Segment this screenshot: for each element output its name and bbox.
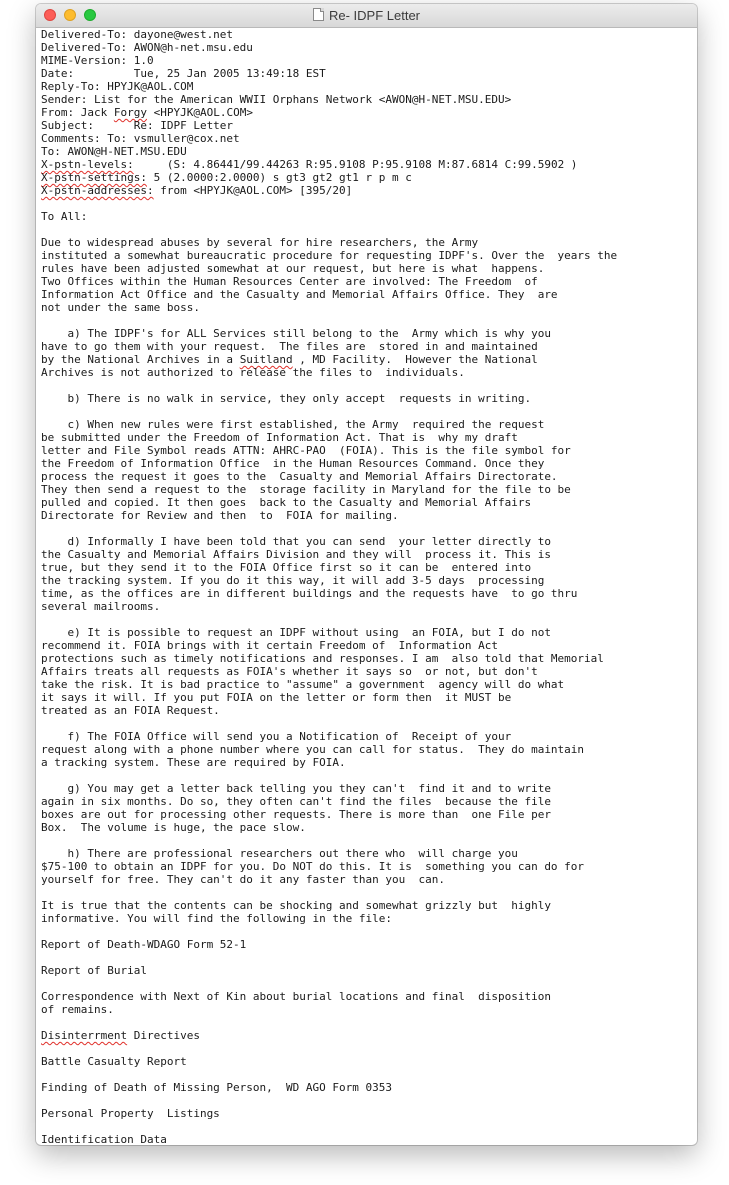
email-body-line bbox=[41, 665, 697, 678]
email-header-line bbox=[41, 67, 697, 80]
text-segment: letter and File Symbol reads ATTN: AHRC-PAO (FOIA). This is the file symbol for bbox=[41, 444, 571, 457]
misspelled-word: X-pstn-settings: bbox=[41, 171, 147, 184]
email-body-line bbox=[41, 1003, 697, 1016]
text-segment: be submitted under the Freedom of Information Act. That is why my draft bbox=[41, 431, 518, 444]
text-segment: Identification Data bbox=[41, 1133, 167, 1145]
text-segment: Finding of Death of Missing Person, WD AGO Form 0353 bbox=[41, 1081, 392, 1094]
email-body-line bbox=[41, 704, 697, 717]
email-body-line bbox=[41, 860, 697, 873]
text-segment: process the request it goes to the Casualty and Memorial Affairs Directorate. bbox=[41, 470, 558, 483]
text-segment: not under the same boss. bbox=[41, 301, 200, 314]
email-body-line bbox=[41, 951, 697, 964]
text-editor-window bbox=[36, 4, 697, 1145]
text-segment: Due to widespread abuses by several for hire researchers, the Army bbox=[41, 236, 479, 249]
text-segment: Box. The volume is huge, the pace slow. bbox=[41, 821, 306, 834]
email-body-line bbox=[41, 1081, 697, 1094]
text-segment: g) You may get a letter back telling you they can't find it and to write bbox=[41, 782, 551, 795]
email-body-line bbox=[41, 795, 697, 808]
text-segment: MIME-Version: 1.0 bbox=[41, 54, 154, 67]
text-segment: Reply-To: HPYJK@AOL.COM bbox=[41, 80, 194, 93]
email-body-line bbox=[41, 1068, 697, 1081]
text-segment: have to go them with your request. The files are stored in and maintained bbox=[41, 340, 538, 353]
text-segment: Report of Death-WDAGO Form 52-1 bbox=[41, 938, 247, 951]
title-bar[interactable] bbox=[36, 4, 697, 28]
misspelled-word: Suitland bbox=[239, 353, 293, 366]
text-segment: true, but they send it to the FOIA Office first so it can be entered into bbox=[41, 561, 532, 574]
text-segment: Delivered-To: AWON@h-net.msu.edu bbox=[41, 41, 253, 54]
email-body-line bbox=[41, 340, 697, 353]
email-body-line bbox=[41, 561, 697, 574]
email-body-line bbox=[41, 990, 697, 1003]
text-segment: of remains. bbox=[41, 1003, 114, 1016]
email-body-line bbox=[41, 574, 697, 587]
email-body-line bbox=[41, 392, 697, 405]
email-body-line bbox=[41, 652, 697, 665]
misspelled-word: Disinterrment bbox=[41, 1029, 128, 1042]
text-segment: Correspondence with Next of Kin about burial locations and final disposition bbox=[41, 990, 551, 1003]
text-segment: by the National Archives in a bbox=[41, 353, 240, 366]
misspelled-word: X-pstn-levels: bbox=[41, 158, 134, 171]
email-body-line bbox=[41, 1107, 697, 1120]
text-segment: request along with a phone number where you can call for status. They do maintain bbox=[41, 743, 585, 756]
text-segment: from <HPYJK@AOL.COM> [395/20] bbox=[153, 184, 353, 197]
email-body-line bbox=[41, 522, 697, 535]
text-segment: the Casualty and Memorial Affairs Division and they will process it. This is bbox=[41, 548, 551, 561]
email-body-line bbox=[41, 769, 697, 782]
text-segment: recommend it. FOIA brings with it certain Freedom of Information Act bbox=[41, 639, 498, 652]
text-segment: the tracking system. If you do it this way, it will add 3-5 days processing bbox=[41, 574, 545, 587]
text-segment: a tracking system. These are required by FOIA. bbox=[41, 756, 346, 769]
text-segment: Two Offices within the Human Resources Center are involved: The Freedom of bbox=[41, 275, 538, 288]
email-body-line bbox=[41, 405, 697, 418]
email-body-line bbox=[41, 197, 697, 210]
email-body-line bbox=[41, 626, 697, 639]
text-segment: Sender: List for the American WWII Orphans Network <AWON@H-NET.MSU.EDU> bbox=[41, 93, 512, 106]
email-body-line bbox=[41, 457, 697, 470]
text-segment: again in six months. Do so, they often can't find the files because the file bbox=[41, 795, 551, 808]
text-segment: Delivered-To: dayone@west.net bbox=[41, 28, 234, 41]
email-body-line bbox=[41, 678, 697, 691]
email-body-line bbox=[41, 1094, 697, 1107]
email-body-line bbox=[41, 249, 697, 262]
email-body-line bbox=[41, 782, 697, 795]
text-segment: It is true that the contents can be shocking and somewhat grizzly but highly bbox=[41, 899, 551, 912]
email-body-line bbox=[41, 353, 697, 366]
text-segment: it says it will. If you put FOIA on the letter or form then it MUST be bbox=[41, 691, 512, 704]
text-segment: yourself for free. They can't do it any faster than you can. bbox=[41, 873, 445, 886]
email-header-line bbox=[41, 80, 697, 93]
text-segment: several mailrooms. bbox=[41, 600, 161, 613]
text-segment: Personal Property Listings bbox=[41, 1107, 220, 1120]
email-body-line bbox=[41, 808, 697, 821]
text-segment: 5 (2.0000:2.0000) s gt3 gt2 gt1 r p m c bbox=[146, 171, 412, 184]
text-segment: pulled and copied. It then goes back to the Casualty and Memorial Affairs bbox=[41, 496, 532, 509]
document-text-area[interactable] bbox=[41, 28, 697, 1145]
text-segment: Comments: To: vsmuller@cox.net bbox=[41, 132, 240, 145]
email-body-line bbox=[41, 639, 697, 652]
text-segment: the Freedom of Information Office in the Human Resources Command. Once they bbox=[41, 457, 545, 470]
email-header-line bbox=[41, 119, 697, 132]
email-body-line bbox=[41, 600, 697, 613]
email-header-line bbox=[41, 145, 697, 158]
email-header-line bbox=[41, 171, 697, 184]
email-body-line bbox=[41, 470, 697, 483]
email-body-line bbox=[41, 873, 697, 886]
email-body-line bbox=[41, 444, 697, 457]
email-header-line bbox=[41, 28, 697, 41]
email-body-line bbox=[41, 1120, 697, 1133]
email-body-line bbox=[41, 314, 697, 327]
email-body-line bbox=[41, 717, 697, 730]
text-segment: <HPYJK@AOL.COM> bbox=[146, 106, 253, 119]
text-segment: Date: Tue, 25 Jan 2005 13:49:18 EST bbox=[41, 67, 326, 80]
email-body-line bbox=[41, 613, 697, 626]
text-segment: Information Act Office and the Casualty and Memorial Affairs Office. They are bbox=[41, 288, 558, 301]
window-title: Re- IDPF Letter bbox=[328, 8, 421, 23]
email-body-line bbox=[41, 210, 697, 223]
email-body-line bbox=[41, 418, 697, 431]
window-title-wrap bbox=[36, 4, 697, 27]
text-segment: They then send a request to the storage facility in Maryland for the file to be bbox=[41, 483, 571, 496]
email-body-line bbox=[41, 275, 697, 288]
email-body-line bbox=[41, 535, 697, 548]
text-segment: Directorate for Review and then to FOIA for mailing. bbox=[41, 509, 399, 522]
email-body-line bbox=[41, 925, 697, 938]
email-body-line bbox=[41, 431, 697, 444]
email-body-line bbox=[41, 964, 697, 977]
text-segment: f) The FOIA Office will send you a Notification of Receipt of your bbox=[41, 730, 512, 743]
email-body-line bbox=[41, 587, 697, 600]
text-segment: c) When new rules were first established, the Army required the request bbox=[41, 418, 545, 431]
text-segment: protections such as timely notifications and responses. I am also told that Memorial bbox=[41, 652, 604, 665]
email-body-line bbox=[41, 1016, 697, 1029]
email-body-line bbox=[41, 691, 697, 704]
text-segment: Directives bbox=[127, 1029, 200, 1042]
email-header-line bbox=[41, 132, 697, 145]
text-segment: b) There is no walk in service, they only accept requests in writing. bbox=[41, 392, 532, 405]
email-body-line bbox=[41, 886, 697, 899]
text-segment: instituted a somewhat bureaucratic procedure for requesting IDPF's. Over the years the bbox=[41, 249, 618, 262]
email-header-line bbox=[41, 41, 697, 54]
email-body-line bbox=[41, 548, 697, 561]
text-segment: , MD Facility. However the National bbox=[292, 353, 538, 366]
text-segment: (S: 4.86441/99.44263 R:95.9108 P:95.9108 M:87.6814 C:99.5902 ) bbox=[133, 158, 578, 171]
misspelled-word: Forgy bbox=[113, 106, 147, 119]
text-segment: a) The IDPF's for ALL Services still belong to the Army which is why you bbox=[41, 327, 551, 340]
email-body-line bbox=[41, 236, 697, 249]
text-segment: time, as the offices are in different buildings and the requests have to go thru bbox=[41, 587, 578, 600]
email-body-line bbox=[41, 899, 697, 912]
text-segment: e) It is possible to request an IDPF without using an FOIA, but I do not bbox=[41, 626, 551, 639]
email-body-line bbox=[41, 288, 697, 301]
text-segment: rules have been adjusted somewhat at our request, but here is what happens. bbox=[41, 262, 545, 275]
email-body-line bbox=[41, 327, 697, 340]
email-body-line bbox=[41, 834, 697, 847]
text-segment: take the risk. It is bad practice to "assume" a government agency will do what bbox=[41, 678, 565, 691]
text-segment: $75-100 to obtain an IDPF for you. Do NOT do this. It is something you can do for bbox=[41, 860, 585, 873]
email-body-line bbox=[41, 483, 697, 496]
email-body-line bbox=[41, 1042, 697, 1055]
email-body-line bbox=[41, 912, 697, 925]
email-body-line bbox=[41, 496, 697, 509]
email-body-line bbox=[41, 1029, 697, 1042]
email-body-line bbox=[41, 743, 697, 756]
email-header-line bbox=[41, 106, 697, 119]
text-segment: h) There are professional researchers out there who will charge you bbox=[41, 847, 518, 860]
text-segment: d) Informally I have been told that you can send your letter directly to bbox=[41, 535, 551, 548]
email-header-line bbox=[41, 54, 697, 67]
text-segment: treated as an FOIA Request. bbox=[41, 704, 220, 717]
email-body-line bbox=[41, 756, 697, 769]
email-body-line bbox=[41, 1133, 697, 1145]
email-body-line bbox=[41, 509, 697, 522]
email-body-line bbox=[41, 379, 697, 392]
text-segment: From: Jack bbox=[41, 106, 114, 119]
email-header-line bbox=[41, 93, 697, 106]
email-body-line bbox=[41, 301, 697, 314]
email-body-line bbox=[41, 821, 697, 834]
email-body-line bbox=[41, 366, 697, 379]
email-body-line bbox=[41, 938, 697, 951]
text-segment: boxes are out for processing other requests. There is more than one File per bbox=[41, 808, 551, 821]
text-segment: Subject: Re: IDPF Letter bbox=[41, 119, 234, 132]
text-segment: To: AWON@H-NET.MSU.EDU bbox=[41, 145, 187, 158]
email-body-line bbox=[41, 262, 697, 275]
text-segment: Battle Casualty Report bbox=[41, 1055, 187, 1068]
email-header-line bbox=[41, 184, 697, 197]
email-body-line bbox=[41, 1055, 697, 1068]
text-segment: Archives is not authorized to release the files to individuals. bbox=[41, 366, 465, 379]
email-body-line bbox=[41, 847, 697, 860]
text-segment: Report of Burial bbox=[41, 964, 147, 977]
text-segment: To All: bbox=[41, 210, 88, 223]
text-segment: informative. You will find the following in the file: bbox=[41, 912, 392, 925]
email-header-line bbox=[41, 158, 697, 171]
text-segment: Affairs treats all requests as FOIA's whether it says so or not, but don't bbox=[41, 665, 538, 678]
document-icon bbox=[313, 8, 324, 21]
email-body-line bbox=[41, 223, 697, 236]
email-body-line bbox=[41, 730, 697, 743]
misspelled-word: X-pstn-addresses: bbox=[41, 184, 154, 197]
email-body-line bbox=[41, 977, 697, 990]
